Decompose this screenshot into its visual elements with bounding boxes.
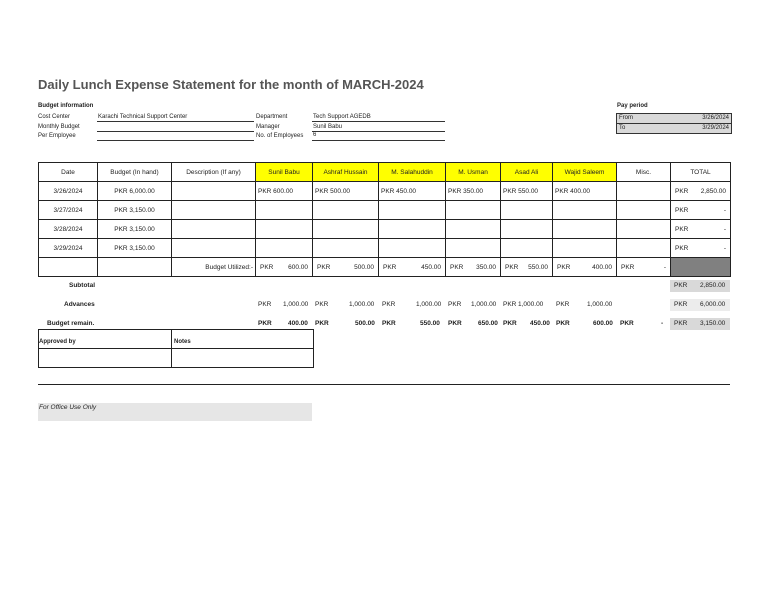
- table-row: [39, 201, 731, 220]
- header-employee: Ashraf Hussain: [313, 163, 379, 182]
- currency-label: PKR: [450, 263, 464, 271]
- currency-label: PKR: [557, 263, 571, 271]
- amount-cell[interactable]: PKR 450.00: [379, 182, 446, 201]
- total-cell: [671, 239, 731, 258]
- currency-label: PKR: [448, 301, 462, 308]
- amount-cell[interactable]: [501, 220, 553, 239]
- currency-label: PKR: [556, 301, 570, 308]
- employees-value[interactable]: 6: [313, 132, 317, 138]
- date-cell[interactable]: 3/28/2024: [39, 220, 98, 239]
- cost-center-label: Cost Center: [38, 114, 71, 120]
- total-cell: [671, 201, 731, 220]
- advances-total: 6,000.00: [700, 301, 726, 308]
- empty-cell: [98, 258, 172, 277]
- header-employee: Sunil Babu: [256, 163, 313, 182]
- utilized-total-cell: [671, 258, 731, 277]
- remain-value: 650.00: [478, 320, 498, 327]
- currency-label: PKR: [674, 320, 688, 327]
- table-row: [39, 182, 731, 201]
- budget-utilized-row: [39, 258, 731, 277]
- currency-label: PKR: [382, 320, 396, 327]
- date-cell[interactable]: 3/27/2024: [39, 201, 98, 220]
- office-use-box: [38, 403, 312, 421]
- date-cell[interactable]: 3/29/2024: [39, 239, 98, 258]
- currency-label: PKR: [675, 225, 689, 233]
- amount-cell[interactable]: [446, 239, 501, 258]
- pay-period-to[interactable]: [616, 123, 732, 134]
- utilized-value: 500.00: [354, 263, 374, 271]
- budget-cell[interactable]: PKR 3,150.00: [98, 220, 172, 239]
- currency-label: PKR: [383, 263, 397, 271]
- advance-value: 1,000.00: [518, 301, 544, 308]
- remain-misc-value: -: [661, 320, 664, 327]
- amount-cell[interactable]: [313, 220, 379, 239]
- description-cell[interactable]: [172, 201, 256, 220]
- misc-cell[interactable]: [617, 182, 671, 201]
- advance-value: 1,000.00: [283, 301, 309, 308]
- misc-cell[interactable]: [617, 220, 671, 239]
- utilized-cell: [379, 258, 446, 277]
- header-employee: Asad Ali: [501, 163, 553, 182]
- total-cell: [671, 182, 731, 201]
- table-header-row: [39, 163, 731, 182]
- amount-cell[interactable]: PKR 350.00: [446, 182, 501, 201]
- department-value[interactable]: Tech Support AGEDB: [313, 114, 371, 120]
- currency-label: PKR: [621, 263, 635, 271]
- currency-label: PKR: [258, 301, 272, 308]
- header-employee: M. Usman: [446, 163, 501, 182]
- utilized-value: 550.00: [528, 263, 548, 271]
- currency-label: PKR: [317, 263, 331, 271]
- utilized-cell: [501, 258, 553, 277]
- monthly-budget-label: Monthly Budget: [38, 124, 80, 130]
- budget-remain-label: Budget remain.: [47, 320, 95, 327]
- header-budget: Budget (In hand): [98, 163, 172, 182]
- amount-cell[interactable]: [256, 201, 313, 220]
- page-title: Daily Lunch Expense Statement for the month of MARCH-2024: [38, 77, 424, 92]
- from-label: From: [619, 115, 633, 121]
- total-value: 2,850.00: [700, 187, 726, 195]
- amount-cell[interactable]: [256, 239, 313, 258]
- amount-cell[interactable]: [313, 239, 379, 258]
- amount-cell[interactable]: [446, 201, 501, 220]
- remain-value: 400.00: [288, 320, 308, 327]
- currency-label: PKR: [675, 244, 689, 252]
- budget-utilized-label: Budget Utilized:-: [172, 258, 256, 277]
- manager-value[interactable]: Sunil Babu: [313, 124, 343, 130]
- utilized-value: 400.00: [592, 263, 612, 271]
- currency-label: PKR: [315, 301, 329, 308]
- to-value: 3/29/2024: [702, 125, 729, 131]
- advance-value: 1,000.00: [587, 301, 613, 308]
- per-employee-label: Per Employee: [38, 133, 76, 139]
- budget-cell[interactable]: PKR 3,150.00: [98, 201, 172, 220]
- header-employee: Wajid Saleem: [553, 163, 617, 182]
- advance-value: 1,000.00: [349, 301, 375, 308]
- approved-by-label: Approved by: [39, 339, 76, 345]
- currency-label: PKR: [674, 301, 688, 308]
- currency-label: PKR: [448, 320, 462, 327]
- misc-cell[interactable]: [617, 201, 671, 220]
- advance-value: 1,000.00: [416, 301, 442, 308]
- remain-value: 550.00: [420, 320, 440, 327]
- department-label: Department: [256, 114, 288, 120]
- utilized-cell: [553, 258, 617, 277]
- amount-cell[interactable]: [501, 239, 553, 258]
- currency-label: PKR: [505, 263, 519, 271]
- description-cell[interactable]: [172, 182, 256, 201]
- amount-cell[interactable]: [553, 239, 617, 258]
- amount-cell[interactable]: [553, 201, 617, 220]
- remain-value: 450.00: [530, 320, 550, 327]
- approval-box: [38, 329, 314, 368]
- currency-label: PKR: [315, 320, 329, 327]
- utilized-cell: [313, 258, 379, 277]
- utilized-value: 450.00: [421, 263, 441, 271]
- remain-total: 3,150.00: [700, 320, 726, 327]
- advance-value: 1,000.00: [471, 301, 497, 308]
- currency-label: PKR: [675, 187, 689, 195]
- amount-cell[interactable]: [501, 201, 553, 220]
- amount-cell[interactable]: [379, 201, 446, 220]
- utilized-value: -: [663, 263, 666, 271]
- total-value: -: [723, 206, 726, 214]
- description-cell[interactable]: [172, 239, 256, 258]
- currency-label: PKR: [258, 320, 272, 327]
- header-total: TOTAL: [671, 163, 731, 182]
- header-description: Description (If any): [172, 163, 256, 182]
- total-value: -: [723, 244, 726, 252]
- subtotal-label: Subtotal: [69, 282, 95, 289]
- header-employee: M. Salahuddin: [379, 163, 446, 182]
- amount-cell[interactable]: PKR 550.00: [501, 182, 553, 201]
- total-cell: [671, 220, 731, 239]
- budget-info-heading: Budget information: [38, 103, 94, 109]
- misc-cell[interactable]: [617, 239, 671, 258]
- utilized-misc-cell: [617, 258, 671, 277]
- amount-cell[interactable]: [256, 220, 313, 239]
- amount-cell[interactable]: [379, 220, 446, 239]
- header-date: Date: [39, 163, 98, 182]
- manager-label: Manager: [256, 124, 280, 130]
- total-value: -: [723, 225, 726, 233]
- cost-center-value[interactable]: Karachi Technical Support Center: [98, 114, 188, 120]
- currency-label: PKR: [674, 282, 688, 289]
- empty-cell: [39, 258, 98, 277]
- to-label: To: [619, 125, 626, 131]
- table-row: [39, 239, 731, 258]
- from-value: 3/26/2024: [702, 115, 729, 121]
- amount-cell[interactable]: PKR 400.00: [553, 182, 617, 201]
- remain-value: 600.00: [593, 320, 613, 327]
- date-cell[interactable]: 3/26/2024: [39, 182, 98, 201]
- employees-label: No. of Employees: [256, 133, 304, 139]
- currency-label: PKR: [503, 320, 517, 327]
- notes-label: Notes: [174, 339, 191, 345]
- divider: [38, 384, 730, 385]
- remain-value: 500.00: [355, 320, 375, 327]
- utilized-value: 600.00: [288, 263, 308, 271]
- expense-table: [38, 162, 731, 277]
- currency-label: PKR: [620, 320, 634, 327]
- amount-cell[interactable]: [446, 220, 501, 239]
- office-use-label: For Office Use Only: [39, 404, 97, 411]
- amount-cell[interactable]: [553, 220, 617, 239]
- budget-cell[interactable]: PKR 6,000.00: [98, 182, 172, 201]
- budget-cell[interactable]: PKR 3,150.00: [98, 239, 172, 258]
- utilized-value: 350.00: [476, 263, 496, 271]
- currency-label: PKR: [260, 263, 274, 271]
- currency-label: PKR: [503, 301, 517, 308]
- amount-cell[interactable]: PKR 500.00: [313, 182, 379, 201]
- table-row: [39, 220, 731, 239]
- advances-label: Advances: [64, 301, 95, 308]
- currency-label: PKR: [556, 320, 570, 327]
- pay-period-heading: Pay period: [617, 103, 648, 109]
- currency-label: PKR: [382, 301, 396, 308]
- amount-cell[interactable]: [379, 239, 446, 258]
- currency-label: PKR: [675, 206, 689, 214]
- header-misc: Misc.: [617, 163, 671, 182]
- subtotal-total: 2,850.00: [700, 282, 726, 289]
- utilized-cell: [256, 258, 313, 277]
- amount-cell[interactable]: [313, 201, 379, 220]
- utilized-cell: [446, 258, 501, 277]
- amount-cell[interactable]: PKR 600.00: [256, 182, 313, 201]
- description-cell[interactable]: [172, 220, 256, 239]
